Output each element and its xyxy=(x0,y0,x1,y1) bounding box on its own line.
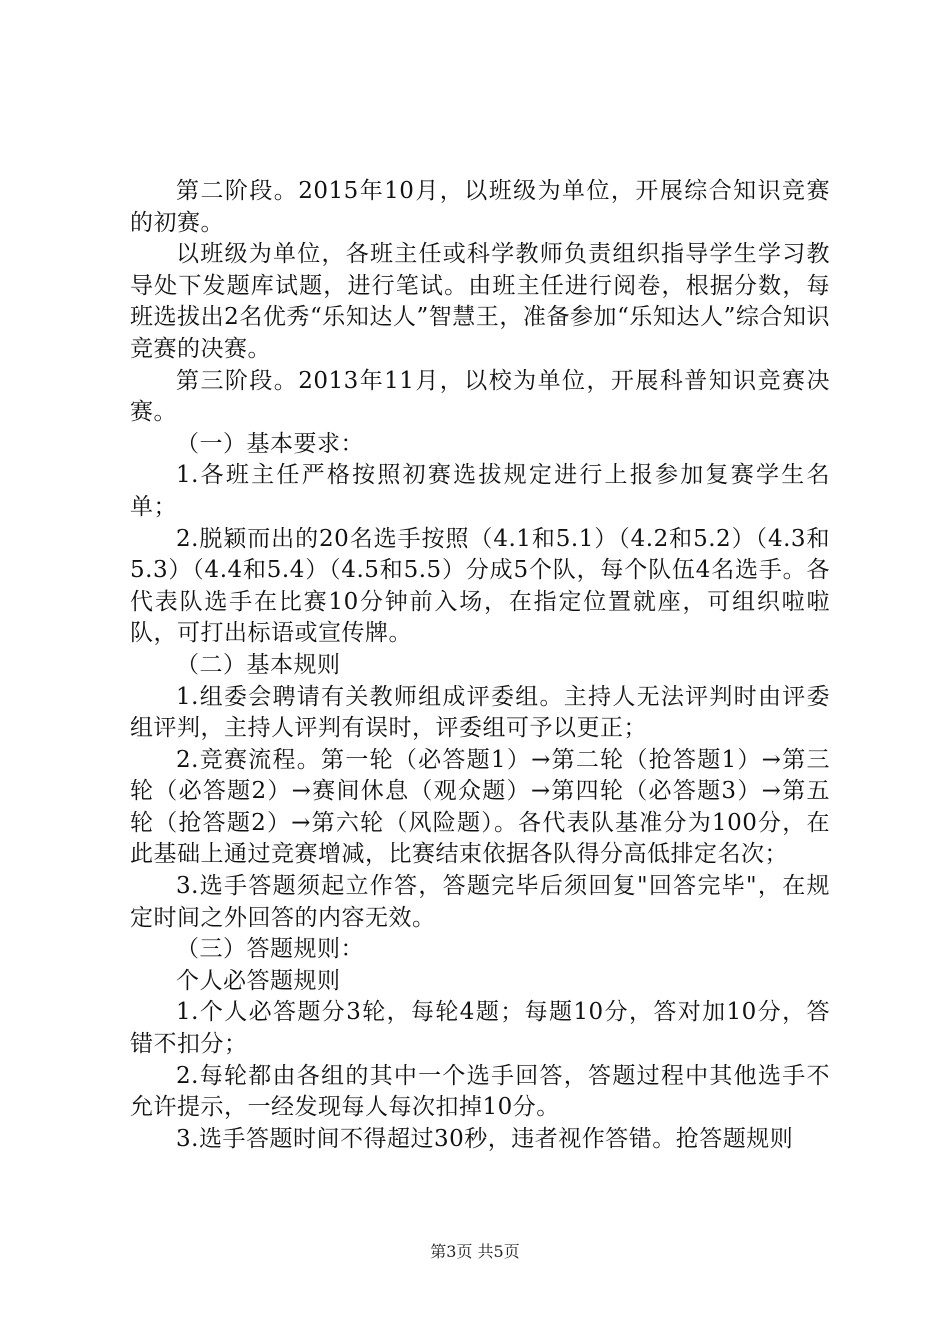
subheading-individual-questions: 个人必答题规则 xyxy=(176,967,341,994)
document-body xyxy=(130,176,830,1155)
section-heading-basic-requirements: （一）基本要求： xyxy=(176,430,364,457)
paragraph-stage-three: 第三阶段。2013年11月，以校为单位，开展科普知识竞赛决赛。 xyxy=(130,367,830,426)
paragraph-rule-2: 2.竞赛流程。第一轮（必答题1）→第二轮（抢答题1）→第三轮（必答题2）→赛间休息（观众题）→第四轮（必答题3）→第五轮（抢答题2）→第六轮（风险题）。各代表队基准分为100分，在此基础上通过竞赛增减，比赛结束依据各队得分高低排定名次； xyxy=(130,746,830,868)
paragraph-answer-rule-2: 2.每轮都由各组的其中一个选手回答，答题过程中其他选手不允许提示，一经发现每人每次扣掉10分。 xyxy=(130,1062,830,1121)
paragraph-rule-3: 3.选手答题须起立作答，答题完毕后须回复"回答完毕"，在规定时间之外回答的内容无效。 xyxy=(130,873,830,931)
paragraph-rule-1: 1.组委会聘请有关教师组成评委组。主持人无法评判时由评委组评判，主持人评判有误时，评委组可予以更正； xyxy=(130,683,830,742)
paragraph-stage-two: 第二阶段。2015年10月，以班级为单位，开展综合知识竞赛的初赛。 xyxy=(130,178,830,236)
paragraph-answer-rule-3: 3.选手答题时间不得超过30秒，违者视作答错。抢答题规则 xyxy=(176,1125,794,1152)
paragraph-stage-two-detail: 以班级为单位，各班主任或科学教师负责组织指导学生学习教导处下发题库试题，进行笔试。由班主任进行阅卷，根据分数，每班选拔出2名优秀“乐知达人”智慧王，准备参加“乐知达人”综合知识竞赛的决赛。 xyxy=(130,241,830,362)
paragraph-requirement-1: 1.各班主任严格按照初赛选拔规定进行上报参加复赛学生名单； xyxy=(130,462,830,520)
section-heading-basic-rules: （二）基本规则 xyxy=(176,651,341,678)
paragraph-requirement-2: 2.脱颖而出的20名选手按照（4.1和5.1）（4.2和5.2）（4.3和5.3）（4.4和5.4）（4.5和5.5）分成5个队，每个队伍4名选手。各代表队选手在比赛10分钟前入场，在指定位置就座，可组织啦啦队，可打出标语或宣传牌。 xyxy=(130,525,830,647)
page-number-footer: 第3页 共5页 xyxy=(430,1242,520,1261)
paragraph-answer-rule-1: 1.个人必答题分3轮，每轮4题；每题10分，答对加10分，答错不扣分； xyxy=(130,999,830,1058)
section-heading-answer-rules: （三）答题规则： xyxy=(176,936,364,963)
